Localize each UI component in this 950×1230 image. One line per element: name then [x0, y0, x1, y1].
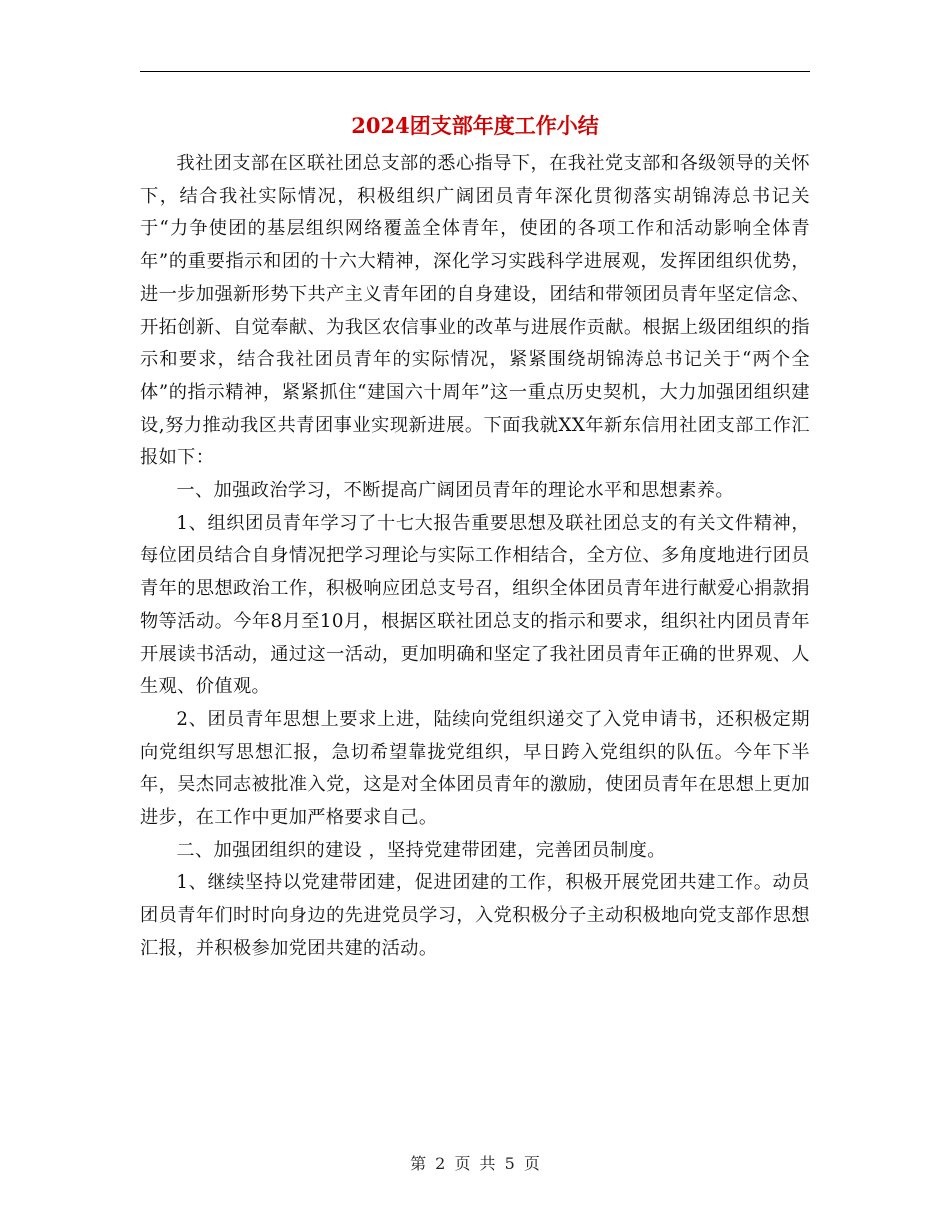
page-number-footer: 第 2 页 共 5 页: [410, 1154, 540, 1173]
document-title: 2024团支部年度工作小结: [351, 113, 599, 138]
paragraph-1-2: 2、团员青年思想上要求上进，陆续向党组织递交了入党申请书，还积极定期向党组织写思想汇报，急切希望靠拢党组织，早日跨入党组织的队伍。今年下半年，吴杰同志被批准入党，这是对全体团员青年的激励，使团员青年在思想上更加进步，在工作中更加严格要求自己。: [140, 708, 810, 829]
header-rule: [140, 71, 810, 72]
paragraph-2-1: 1、继续坚持以党建带团建，促进团建的工作，积极开展党团共建工作。动员团员青年们时时向身边的先进党员学习，入党积极分子主动积极地向党支部作思想汇报，并积极参加党团共建的活动。: [140, 872, 810, 959]
section-heading-1: 一、加强政治学习，不断提高广阔团员青年的理论水平和思想素养。: [176, 480, 735, 502]
section-heading-2: 二、加强团组织的建设 ，坚持党建带团建，完善团员制度。: [176, 839, 666, 861]
document-body: [140, 148, 810, 966]
paragraph-1-1: 1、组织团员青年学习了十七大报告重要思想及联社团总支的有关文件精神，每位团员结合自身情况把学习理论与实际工作相结合，全方位、多角度地进行团员青年的思想政治工作，积极响应团总支号召，组织全体团员青年进行献爱心捐款捐物等活动。今年8月至10月，根据区联社团总支的指示和要求，组织社内团员青年开展读书活动，通过这一活动，更加明确和坚定了我社团员青年正确的世界观、人生观、价值观。: [140, 512, 810, 698]
paragraph-intro: 我社团支部在区联社团总支部的悉心指导下，在我社党支部和各级领导的关怀下，结合我社实际情况，积极组织广阔团员青年深化贯彻落实胡锦涛总书记关于“力争使团的基层组织网络覆盖全体青年，使团的各项工作和活动影响全体青年”的重要指示和团的十六大精神，深化学习实践科学进展观，发挥团组织优势，进一步加强新形势下共产主义青年团的自身建设，团结和带领团员青年坚定信念、开拓创新、自觉奉献、为我区农信事业的改革与进展作贡献。根据上级团组织的指示和要求，结合我社团员青年的实际情况，紧紧围绕胡锦涛总书记关于“两个全体”的指示精神，紧紧抓住“建国六十周年”这一重点历史契机，大力加强团组织建设,努力推动我区共青团事业实现新进展。下面我就XX年新东信用社团支部工作汇报如下：: [140, 153, 810, 469]
